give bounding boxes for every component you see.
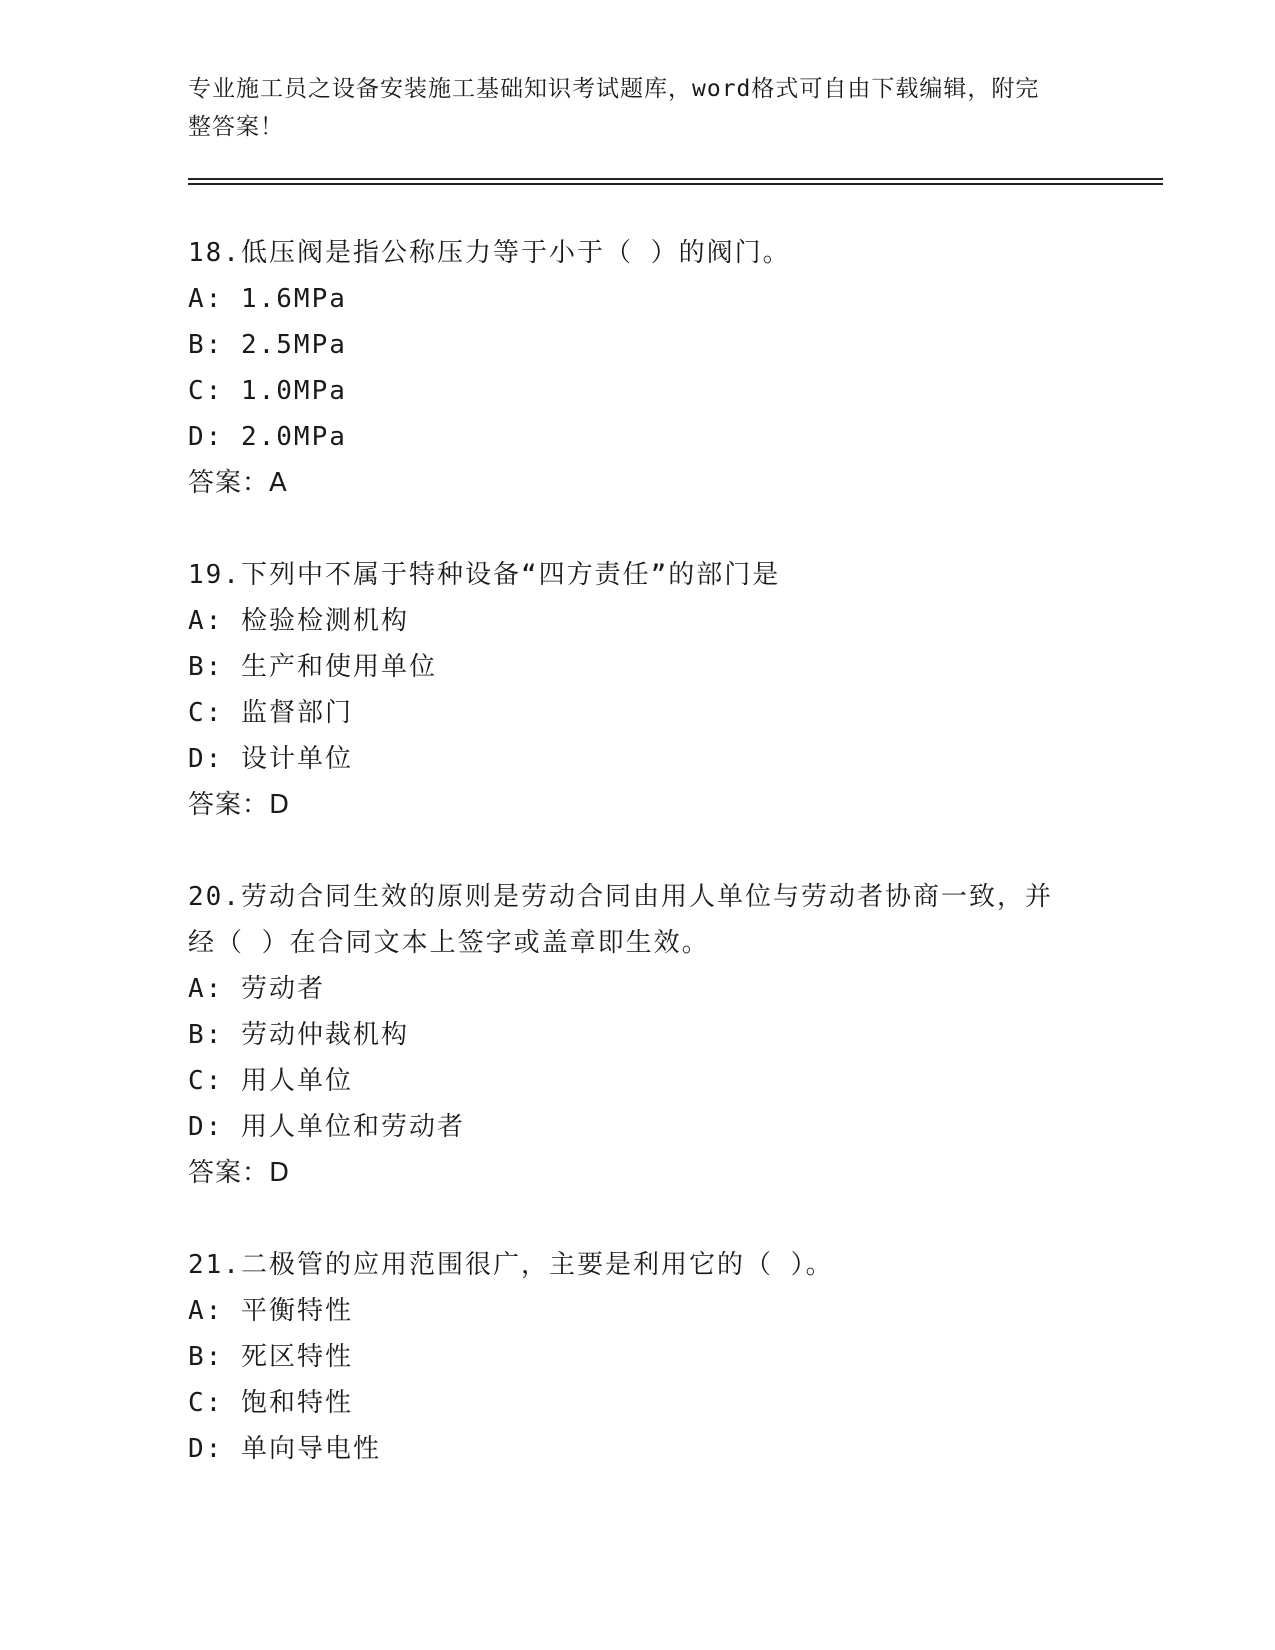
option-b: B: 2.5MPa [188, 330, 347, 360]
answer-line [188, 460, 1088, 506]
question-list [188, 230, 1088, 1518]
answer-line [188, 782, 1088, 828]
option-b: B: 生产和使用单位 [188, 652, 437, 682]
header-line-2: 整答案！ [188, 114, 284, 140]
question-21 [188, 1242, 1088, 1472]
question-stem: 21.二极管的应用范围很广，主要是利用它的（ ）。 [188, 1250, 834, 1280]
answer-label: 答案： [188, 1158, 270, 1188]
question-19 [188, 552, 1088, 828]
answer-value: D [269, 1158, 291, 1188]
header-divider-top [188, 178, 1163, 180]
answer-label: 答案： [188, 468, 270, 498]
option-a: A: 检验检测机构 [188, 606, 409, 636]
header-divider-bottom [188, 183, 1163, 185]
question-stem: 18.低压阀是指公称压力等于小于（ ）的阀门。 [188, 238, 791, 268]
question-stem: 19.下列中不属于特种设备“四方责任”的部门是 [188, 560, 781, 590]
option-a: A: 1.6MPa [188, 284, 347, 314]
header-line-1: 专业施工员之设备安装施工基础知识考试题库，word格式可自由下载编辑，附完 [188, 76, 1040, 102]
option-c: C: 监督部门 [188, 698, 353, 728]
option-d: D: 用人单位和劳动者 [188, 1112, 465, 1142]
option-a: A: 劳动者 [188, 974, 325, 1004]
question-20 [188, 874, 1088, 1196]
document-header [188, 70, 1088, 146]
option-a: A: 平衡特性 [188, 1296, 353, 1326]
answer-value: A [269, 468, 288, 498]
answer-line [188, 1150, 1088, 1196]
option-c: C: 用人单位 [188, 1066, 353, 1096]
question-stem-line-1: 20.劳动合同生效的原则是劳动合同由用人单位与劳动者协商一致，并 [188, 882, 1053, 912]
option-c: C: 1.0MPa [188, 376, 347, 406]
answer-label: 答案： [188, 790, 270, 820]
option-d: D: 设计单位 [188, 744, 353, 774]
option-d: D: 2.0MPa [188, 422, 347, 452]
option-c: C: 饱和特性 [188, 1388, 353, 1418]
answer-value: D [269, 790, 291, 820]
option-b: B: 劳动仲裁机构 [188, 1020, 409, 1050]
option-d: D: 单向导电性 [188, 1434, 381, 1464]
option-b: B: 死区特性 [188, 1342, 353, 1372]
question-stem-line-2: 经（ ）在合同文本上签字或盖章即生效。 [188, 928, 710, 958]
question-18 [188, 230, 1088, 506]
